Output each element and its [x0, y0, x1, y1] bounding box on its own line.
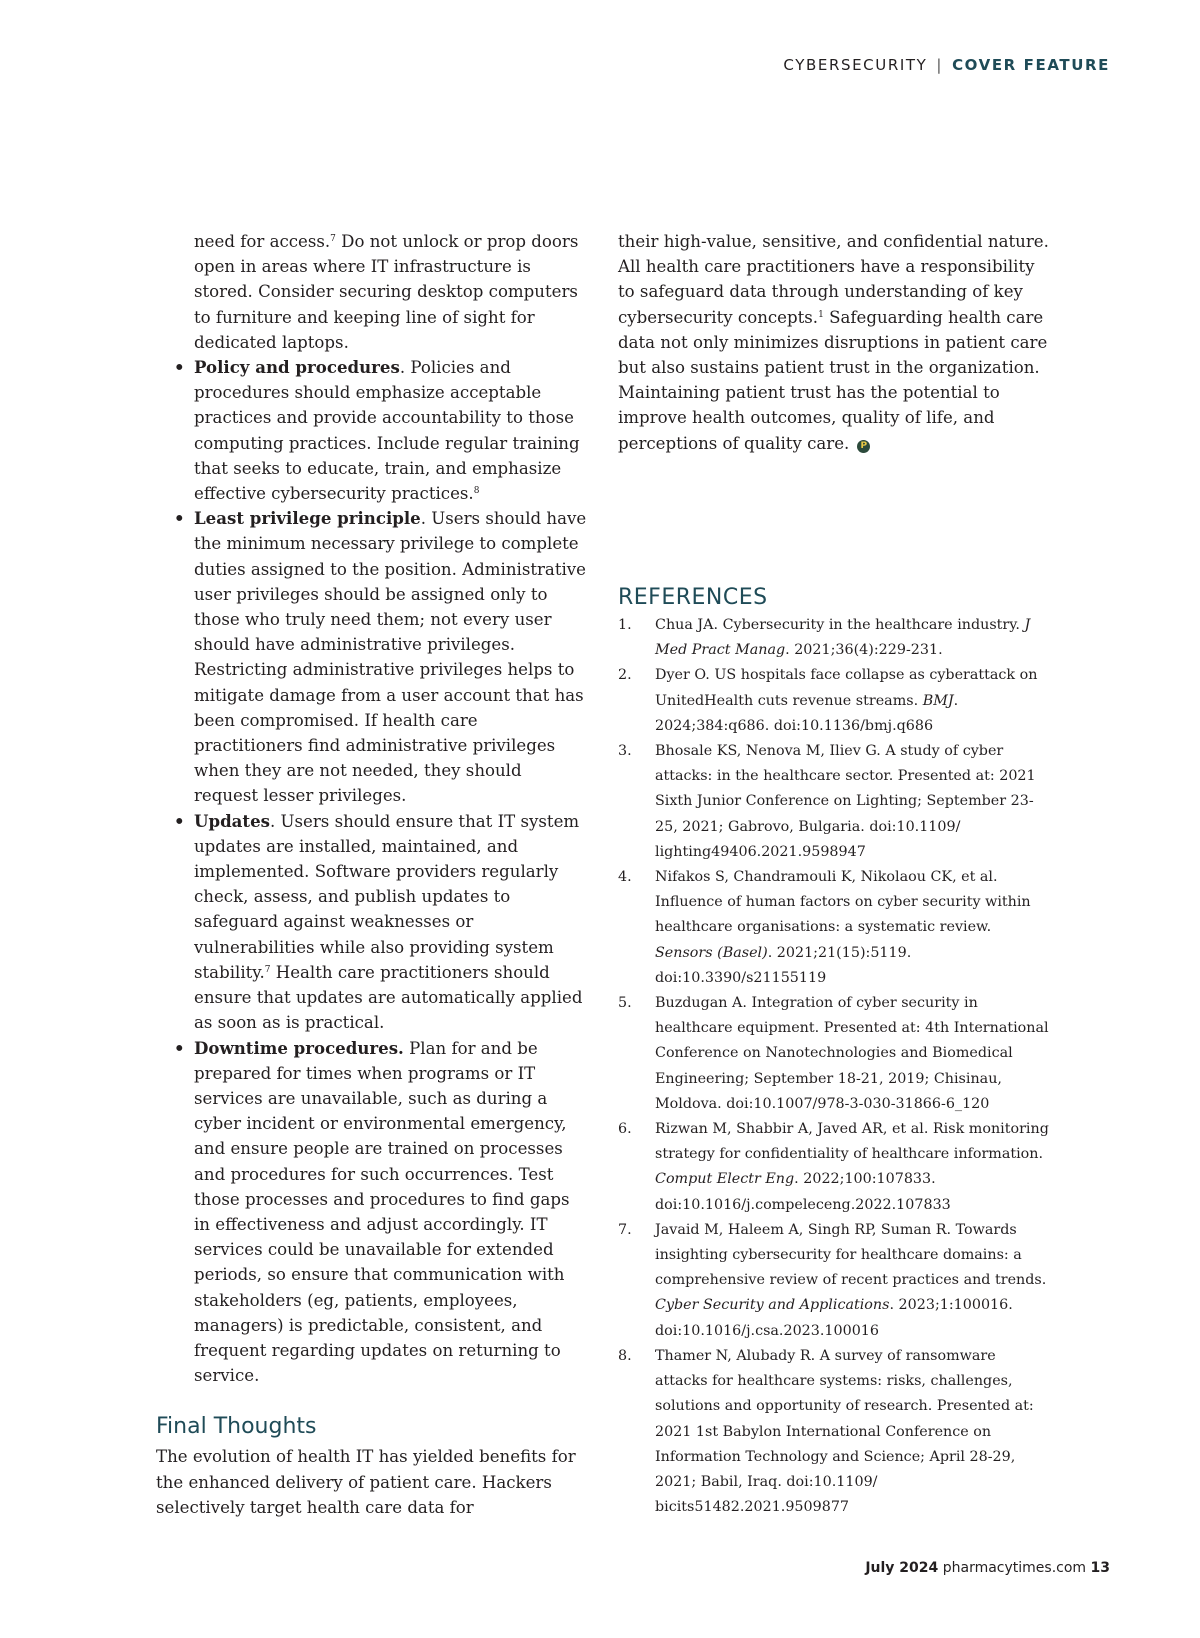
reference-text: Buzdugan A. Integration of cyber security in healthcare equipment. Presented at: 4th International Conference on Nanotechnologies and Biomedical Engineering; September 18-21, 2019; Chisinau, Moldova. doi:10.1007/978-3-030-31866-6_120	[655, 995, 1049, 1112]
bullet-title: Downtime procedures.	[194, 1037, 404, 1058]
reference-text-tail: . 2023;1:100016. doi:10.1016/j.csa.2023.100016	[655, 1297, 1013, 1339]
reference-text: Nifakos S, Chandramouli K, Nikolaou CK, et al. Influence of human factors on cyber security within healthcare organisations: a systematic review.	[655, 869, 1031, 936]
intro-paragraph	[156, 229, 588, 355]
reference-number: 3.	[618, 743, 632, 760]
citation-sup: 7	[330, 234, 336, 244]
bullet-title: Updates	[194, 810, 270, 831]
reference-journal: J Med Pract Manag	[655, 617, 1031, 659]
reference-item	[618, 991, 1050, 1117]
bullet-dot-icon: •	[174, 1037, 185, 1058]
bullet-text: . Users should ensure that IT system updates are installed, maintained, and implemented. Software providers regularly check, assess, and publish updates to safeguard against weaknesses or vulnerabilities while also providing system stability.	[194, 811, 580, 982]
citation-sup: 1	[818, 309, 824, 320]
bullet-item-downtime	[156, 1036, 588, 1389]
reference-text-tail: . 2021;36(4):229-231.	[785, 642, 943, 659]
reference-text-tail: . 2024;384:q686. doi:10.1136/bmj.q686	[655, 692, 959, 734]
reference-number: 1.	[618, 617, 632, 633]
intro-text-a: need for access.	[194, 232, 331, 251]
page-footer	[865, 1560, 1110, 1576]
reference-text: Bhosale KS, Nenova M, Iliev G. A study of cyber attacks: in the healthcare sector. Presented at: 2021 Sixth Junior Conference on Lighting; September 23-25, 2021; Gabrovo, Bulgaria. doi:10.1109/ lighting49406.2021.9598947	[655, 743, 1036, 860]
section-label: CYBERSECURITY	[783, 56, 928, 74]
final-thoughts-paragraph: The evolution of health IT has yielded benefits for the enhanced delivery of patient care. Hackers selectively target health care data for	[156, 1447, 576, 1517]
bullet-dot-icon: •	[174, 508, 185, 529]
paragraph-text-b: Safeguarding health care data not only minimizes disruptions in patient care but also sustains patient trust in the organization. Maintaining patient trust has the potential to improve health outcomes, quality of life, and perceptions of quality care.	[618, 307, 1048, 453]
reference-number: 2.	[618, 667, 632, 684]
continued-paragraph	[618, 229, 1050, 456]
intro-text-b: Do not unlock or prop doors open in areas where IT infrastructure is stored. Consider securing desktop computers to furniture and keeping line of sight for dedicated laptops.	[194, 232, 579, 352]
bullet-text: Plan for and be prepared for times when programs or IT services are unavailable, such as during a cyber incident or environmental emergency, and ensure people are trained on processes and procedures for such occurrences. Test those processes and procedures to find gaps in effectiveness and adjust accordingly. IT services could be unavailable for extended periods, so ensure that communication with stakeholders (eg, patients, employees, managers) is predictable, consistent, and frequent regarding updates on returning to service.	[194, 1038, 570, 1386]
reference-item	[618, 1344, 1050, 1520]
reference-item	[618, 739, 1050, 865]
bullet-item-least-privilege	[156, 506, 588, 808]
reference-number: 6.	[618, 1121, 632, 1138]
bullet-dot-icon: •	[174, 810, 185, 831]
reference-item	[618, 663, 1050, 739]
bullet-item-updates	[156, 809, 588, 1036]
reference-number: 7.	[618, 1221, 632, 1238]
bullet-title: Policy and procedures	[194, 357, 400, 378]
reference-journal: BMJ	[922, 692, 954, 709]
citation-sup: 7	[264, 964, 271, 975]
references-heading: REFERENCES	[618, 585, 768, 610]
reference-text: Chua JA. Cybersecurity in the healthcare industry.	[655, 617, 1025, 633]
bullet-item-policy	[156, 355, 588, 506]
end-mark-logo-icon: P	[857, 440, 870, 453]
reference-journal: Cyber Security and Applications	[655, 1297, 890, 1314]
bullet-dot-icon: •	[174, 357, 185, 378]
reference-journal: Comput Electr Eng	[655, 1171, 795, 1188]
reference-text: Rizwan M, Shabbir A, Javed AR, et al. Risk monitoring strategy for confidentiality of healthcare information.	[655, 1121, 1049, 1163]
reference-item	[618, 1117, 1050, 1218]
bullet-text: . Users should have the minimum necessary privilege to complete duties assigned to the position. Administrative user privileges should be assigned only to those who truly need them; not every user should have administrative privileges. Restricting administrative privileges helps to mitigate damage from a user account that has been compromised. If health care practitioners find administrative privileges when they are not needed, they should request lesser privileges.	[194, 509, 587, 806]
running-header	[783, 56, 1110, 74]
bullet-title: Least privilege principle	[194, 508, 421, 529]
page-number: 13	[1090, 1560, 1110, 1576]
reference-item	[618, 1218, 1050, 1344]
reference-text-tail: . 2021;21(15):5119. doi:10.3390/s21155119	[655, 944, 912, 986]
bullet-text-tail: Health care practitioners should ensure that updates are automatically applied as soon as is practical.	[194, 962, 583, 1033]
reference-item	[618, 613, 1050, 663]
references-list	[618, 613, 1050, 1520]
left-column	[156, 229, 588, 1520]
website-link[interactable]: pharmacytimes.com	[942, 1560, 1087, 1576]
right-column	[618, 229, 1050, 456]
header-separator: |	[936, 56, 944, 74]
reference-text-tail: . 2022;100:107833. doi:10.1016/j.compeleceng.2022.107833	[655, 1171, 951, 1213]
reference-item	[618, 865, 1050, 991]
reference-number: 4.	[618, 869, 632, 886]
paragraph-text-a: their high-value, sensitive, and confidential nature. All health care practitioners have a responsibility to safeguard data through understanding of key cybersecurity concepts.	[618, 232, 1049, 327]
reference-text: Thamer N, Alubady R. A survey of ransomware attacks for healthcare systems: risks, challenges, solutions and opportunity of research. Presented at: 2021 1st Babylon International Conference on Information Technology and Science; April 28-29, 2021; Babil, Iraq. doi:10.1109/ bicits51482.2021.9509877	[655, 1347, 1034, 1516]
citation-sup: 8	[473, 486, 480, 497]
feature-label: COVER FEATURE	[952, 56, 1110, 74]
reference-text: Javaid M, Haleem A, Singh RP, Suman R. Towards insighting cybersecurity for healthcare domains: a comprehensive review of recent practices and trends.	[655, 1221, 1047, 1289]
final-thoughts-heading: Final Thoughts	[156, 1414, 317, 1440]
bullet-text: . Policies and procedures should emphasize acceptable practices and provide accountability to those computing practices. Include regular training that seeks to educate, train, and emphasize effective cybersecurity practices.	[194, 358, 580, 504]
reference-number: 5.	[618, 995, 632, 1012]
reference-number: 8.	[618, 1347, 632, 1364]
reference-text: Dyer O. US hospitals face collapse as cyberattack on UnitedHealth cuts revenue streams.	[655, 667, 1038, 709]
bullet-list	[156, 355, 588, 1388]
reference-journal: Sensors (Basel)	[655, 944, 768, 961]
issue-date: July 2024	[865, 1560, 939, 1576]
